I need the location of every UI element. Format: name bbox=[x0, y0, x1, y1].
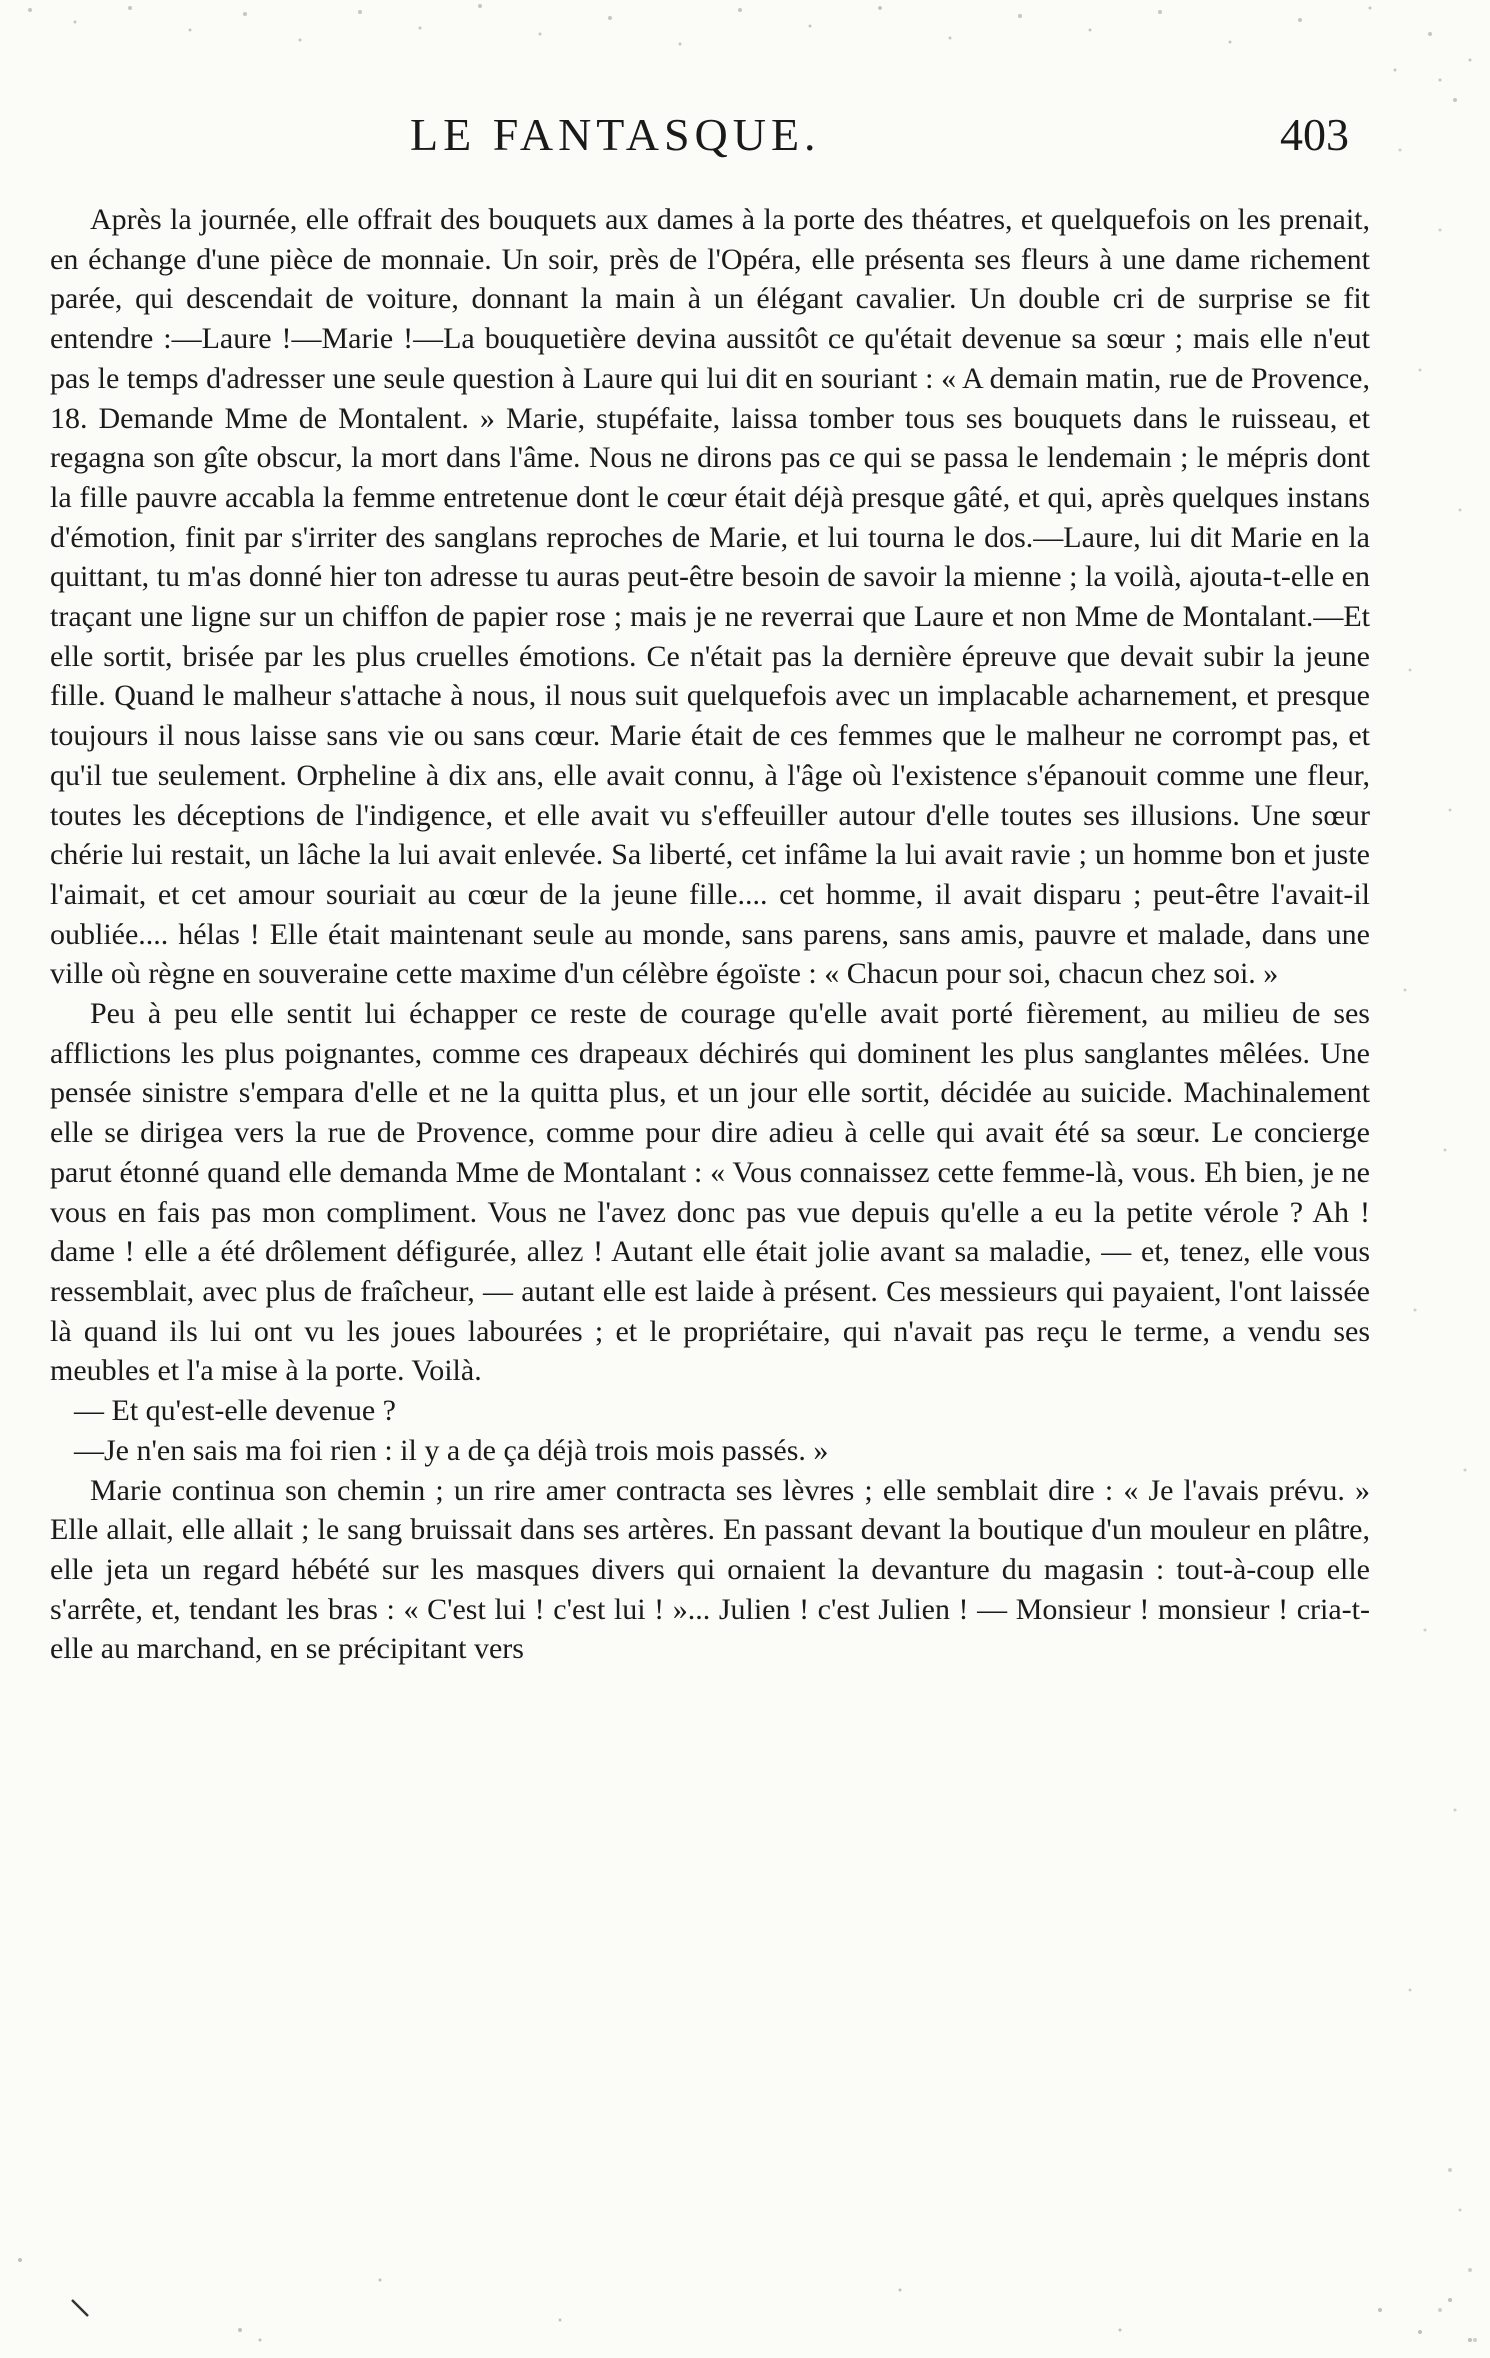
paragraph: Peu à peu elle sentit lui échapper ce reste de courage qu'elle avait porté fièrement, au milieu de ses afflictions les plus poignantes, comme ces drapeaux déchirés qui dominent les plus sanglantes mêlées. Une pensée sinistre s'empara d'elle et ne la quitta plus, et un jour elle sortit, décidée au suicide. Machinalement elle se dirigea vers la rue de Provence, comme pour dire adieu à celle qui avait été sa sœur. Le concierge parut étonné quand elle demanda Mme de Montalant : « Vous connaissez cette femme-là, vous. Eh bien, je ne vous en fais pas mon compliment. Vous ne l'avez donc pas vue depuis qu'elle a eu la petite vérole ? Ah ! dame ! elle a été drôlement défigurée, allez ! Autant elle était jolie avant sa maladie, — et, tenez, elle vous ressemblait, avec plus de fraîcheur, — autant elle est laide à présent. Ces messieurs qui payaient, l'ont laissée là quand ils lui ont vu les joues labourées ; et le propriétaire, qui n'avait pas reçu le terme, a vendu ses meubles et l'a mise à la porte. Voilà. bbox=[50, 997, 1370, 1388]
paragraph: Marie continua son chemin ; un rire amer contracta ses lèvres ; elle semblait dire : « Je l'avais prévu. » Elle allait, elle allait ; le sang bruissait dans ses artères. En passant devant la boutique d'un mouleur en plâtre, elle jeta un regard hébété sur les masques divers qui ornaient la devanture du magasin : tout-à-coup elle s'arrête, et, tendant les bras : « C'est lui ! c'est lui ! »... Julien ! c'est Julien ! — Monsieur ! monsieur ! cria-t-elle au marchand, en se précipitant vers bbox=[50, 1473, 1370, 1666]
scan-speckle-bottom bbox=[0, 2220, 1490, 2358]
dialogue-line: — Et qu'est-elle devenue ? bbox=[74, 1394, 396, 1428]
dialogue-line: —Je n'en sais ma foi rien : il y a de ça déjà trois mois passés. » bbox=[74, 1433, 829, 1467]
scan-speckle-right-margin bbox=[1380, 110, 1490, 2358]
page-number: 403 bbox=[1280, 109, 1349, 160]
scan-speckle-top bbox=[0, 0, 1490, 110]
body-text bbox=[50, 200, 1370, 1669]
paragraph: Après la journée, elle offrait des bouquets aux dames à la porte des théatres, et quelquefois on les prenait, en échange d'une pièce de monnaie. Un soir, près de l'Opéra, elle présenta ses fleurs à une dame richement parée, qui descendait de voiture, donnant la main à un élégant cavalier. Un double cri de surprise se fit entendre :—Laure !—Marie !—La bouquetière devina aussitôt ce qu'était devenue sa sœur ; mais elle n'eut pas le temps d'adresser une seule question à Laure qui lui dit en souriant : « A demain matin, rue de Provence, 18. Demande Mme de Montalent. » Marie, stupéfaite, laissa tomber tous ses bouquets dans le ruisseau, et regagna son gîte obscur, la mort dans l'âme. Nous ne dirons pas ce qui se passa le lendemain ; le mépris dont la fille pauvre accabla la femme entretenue dont le cœur était déjà presque gâté, et qui, après quelques instans d'émotion, finit par s'irriter des sanglans reproches de Marie, et lui tourna le dos.—Laure, lui dit Marie en la quittant, tu m'as donné hier ton adresse tu auras peut-être besoin de savoir la mienne ; la voilà, ajouta-t-elle en traçant une ligne sur un chiffon de papier rose ; mais je ne reverrai que Laure et non Mme de Montalant.—Et elle sortit, brisée par les plus cruelles émotions. Ce n'était pas la dernière épreuve que devait subir la jeune fille. Quand le malheur s'attache à nous, il nous suit quelquefois avec un implacable acharnement, et presque toujours il nous laisse sans vie ou sans cœur. Marie était de ces femmes que le malheur ne corrompt pas, et qu'il tue seulement. Orpheline à dix ans, elle avait connu, à l'âge où l'existence s'épanouit comme une fleur, toutes les déceptions de l'indigence, et elle avait vu s'effeuiller autour d'elle toutes ses illusions. Une sœur chérie lui restait, un lâche la lui avait enlevée. Sa liberté, cet infâme la lui avait ravie ; un homme bon et juste l'aimait, et cet amour souriait au cœur de la jeune fille.... cet homme, il avait disparu ; peut-être l'avait-il oubliée.... hélas ! Elle était maintenant seule au monde, sans parens, sans amis, pauvre et malade, dans une ville où règne en souveraine cette maxime d'un célèbre égoïste : « Chacun pour soi, chacun chez soi. » bbox=[50, 203, 1370, 991]
running-title: LE FANTASQUE. bbox=[410, 109, 821, 160]
running-header bbox=[0, 108, 1490, 168]
